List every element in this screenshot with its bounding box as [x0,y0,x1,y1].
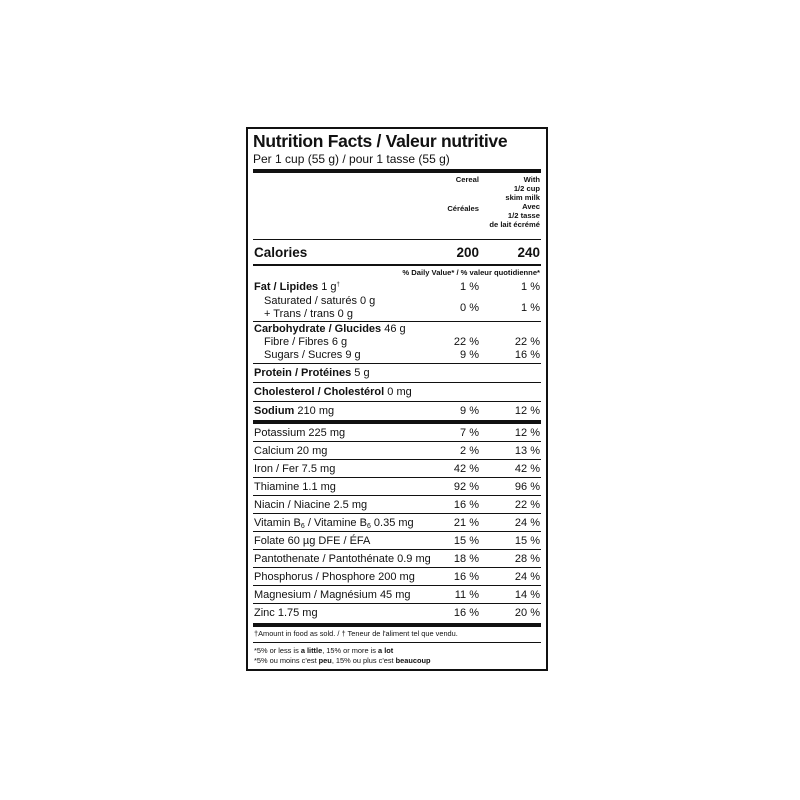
phosphorus-row [253,568,541,585]
magnesium-milk: 14 % [514,589,540,601]
folate-row [253,532,541,549]
fat-label: Fat / Lipides [254,281,319,293]
protein-amount: 5 g [354,367,370,379]
pantothenate-cereal: 18 % [453,553,479,565]
fat-cereal: 1 % [460,281,479,293]
sugars-cereal: 9 % [460,349,479,361]
calories-milk: 240 [517,245,540,260]
cereal-column-header-fr: Céréales [447,204,479,213]
sodium-row [253,402,541,420]
fat-amount: 1 g [321,281,337,293]
pantothenate-milk: 28 % [514,553,540,565]
fibre-milk: 22 % [514,336,540,348]
potassium-milk: 12 % [514,427,540,439]
sodium-label: Sodium [254,405,295,417]
calcium-row [253,442,541,459]
cholesterol-amount: 0 mg [387,386,412,398]
sodium-amount: 210 mg [297,405,335,417]
zinc-row [253,604,541,621]
pantothenate-label: Pantothenate / Pantothénate 0.9 mg [254,553,431,565]
column-headers [253,173,541,239]
cholesterol-row [253,383,541,401]
saturated-label: Saturated / saturés 0 g [264,295,376,307]
milk-column-header: With 1/2 cup skim milk Avec 1/2 tasse de lait écrémé [489,175,540,229]
carb-amount: 46 g [384,323,406,335]
folate-label: Folate 60 µg DFE / ÉFA [254,535,371,547]
calcium-cereal: 2 % [460,445,479,457]
thiamine-milk: 96 % [514,481,540,493]
cholesterol-label: Cholesterol / Cholestérol [254,386,385,398]
trans-cereal: 0 % [460,302,479,314]
footnote-daily-value-en: *5% or less is a little, 15% or more is a lot [254,646,394,655]
footnote-amount-as-sold: †Amount in food as sold. / † Teneur de l'aliment tel que vendu. [254,629,458,638]
phosphorus-milk: 24 % [514,571,540,583]
trans-label: + Trans / trans 0 g [264,308,353,320]
zinc-milk: 20 % [514,607,540,619]
calories-cereal: 200 [456,245,479,260]
cereal-column-header: Cereal [455,175,479,184]
fibre-cereal: 22 % [453,336,479,348]
calcium-milk: 13 % [514,445,540,457]
iron-milk: 42 % [514,463,540,475]
potassium-cereal: 7 % [460,427,479,439]
calories-label: Calories [254,245,308,260]
niacin-cereal: 16 % [453,499,479,511]
calories-row [253,240,541,264]
carb-label: Carbohydrate / Glucides [254,323,382,335]
trans-milk: 1 % [521,302,540,314]
pantothenate-row [253,550,541,567]
folate-cereal: 15 % [453,535,479,547]
iron-cereal: 42 % [453,463,479,475]
niacin-label: Niacin / Niacine 2.5 mg [254,499,368,511]
vitamin-b6-row [253,514,541,531]
zinc-cereal: 16 % [453,607,479,619]
fibre-row [253,336,541,349]
iron-row [253,460,541,477]
folate-milk: 15 % [514,535,540,547]
thiamine-row [253,478,541,495]
magnesium-cereal: 11 % [454,589,479,601]
sugars-label: Sugars / Sucres 9 g [264,349,361,361]
phosphorus-label: Phosphorus / Phosphore 200 mg [254,571,415,583]
fat-mark: † [336,282,340,288]
iron-label: Iron / Fer 7.5 mg [254,463,336,475]
phosphorus-cereal: 16 % [453,571,479,583]
sugars-milk: 16 % [514,349,540,361]
saturated-trans-row [253,295,541,321]
nutrition-facts-panel [246,127,548,671]
carb-row [253,322,541,336]
sodium-milk: 12 % [514,405,540,417]
fibre-label: Fibre / Fibres 6 g [264,336,348,348]
panel-title: Nutrition Facts / Valeur nutritive [253,131,508,151]
calcium-label: Calcium 20 mg [254,445,328,457]
niacin-row [253,496,541,513]
protein-row [253,364,541,382]
footnote-daily-value-fr: *5% ou moins c'est peu, 15% ou plus c'est beaucoup [254,655,431,665]
daily-value-header: % Daily Value* / % valeur quotidienne* [402,268,540,277]
vitamin-b6-label: Vitamin $B_6$ / Vitamine $B_6$ 0.35 mg [254,517,414,530]
fat-milk: 1 % [521,281,540,293]
protein-label: Protein / Protéines [254,367,352,379]
niacin-milk: 22 % [514,499,540,511]
serving-size: Per 1 cup (55 g) / pour 1 tasse (55 g) [253,152,450,166]
thiamine-label: Thiamine 1.1 mg [254,481,336,493]
potassium-row [253,424,541,441]
magnesium-label: Magnesium / Magnésium 45 mg [254,589,411,601]
thiamine-cereal: 92 % [453,481,479,493]
sugars-row [253,349,541,363]
magnesium-row [253,586,541,603]
vitamin-b6-cereal: 21 % [453,517,479,529]
vitamin-b6-milk: 24 % [514,517,540,529]
fat-row [253,278,541,295]
potassium-label: Potassium 225 mg [254,427,346,439]
zinc-label: Zinc 1.75 mg [254,607,318,619]
sodium-cereal: 9 % [460,405,479,417]
